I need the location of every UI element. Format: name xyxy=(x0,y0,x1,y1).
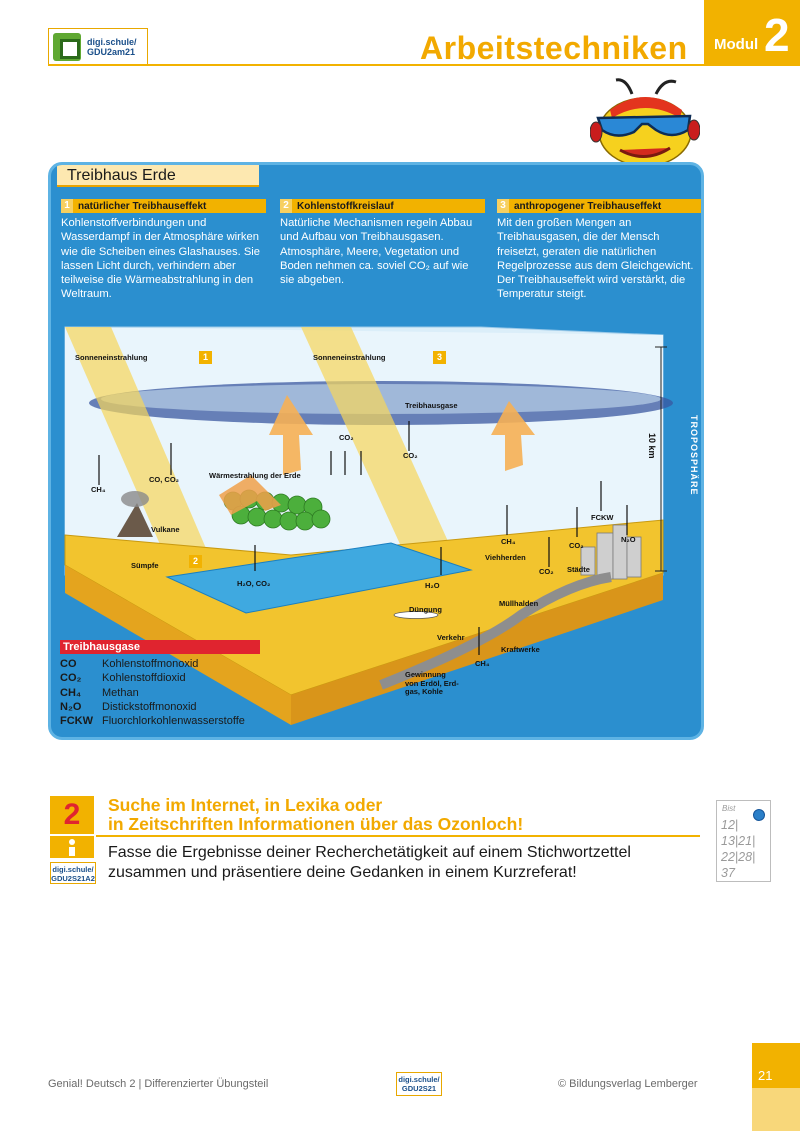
bist-reference-box xyxy=(716,800,771,882)
label-sonneneinstrahlung-2: Sonneneinstrahlung xyxy=(313,353,386,362)
legend-row: CH₄ Methan xyxy=(60,686,139,699)
label-ch4-bottom: CH₄ xyxy=(475,659,490,668)
label-suempfe: Sümpfe xyxy=(131,561,159,570)
panel-title-bar xyxy=(57,165,259,187)
code-line1: digi.schule/ xyxy=(87,37,137,47)
label-staedte: Städte xyxy=(567,565,590,574)
label-ch4-right: CH₄ xyxy=(501,537,516,546)
label-waermestrahlung: Wärmestrahlung der Erde xyxy=(209,471,301,480)
digi-schule-code-top[interactable] xyxy=(48,28,148,66)
task-rule xyxy=(96,835,700,837)
label-h2o: H₂O xyxy=(425,581,440,590)
info-icon xyxy=(50,836,94,858)
number-badge: 3 xyxy=(497,199,509,213)
page-title: Arbeitstechniken xyxy=(420,30,688,66)
mascot-bug-illustration xyxy=(590,76,700,168)
legend-heading: Treibhausgase xyxy=(60,640,260,654)
label-duengung: Düngung xyxy=(409,605,442,614)
column-heading-text: Kohlenstoffkreislauf xyxy=(297,200,394,212)
page-number: 21 xyxy=(758,1068,773,1083)
column-heading-text: anthropogener Treibhauseffekt xyxy=(514,200,662,212)
label-co2-right: CO₂ xyxy=(539,567,554,576)
diagram-badge-1: 1 xyxy=(199,351,212,364)
column-heading xyxy=(61,199,266,213)
task-badge xyxy=(50,796,94,858)
label-viehherden: Viehherden xyxy=(485,553,526,562)
number-badge: 2 xyxy=(280,199,292,213)
info-column-1 xyxy=(61,199,266,302)
column-text: Natürliche Mechanismen regeln Abbau und Aufbau von Treibhausgasen. Atmosphäre, Meere, Vegetation und Boden nehmen ca. soviel CO₂ auf wie sie abgeben. xyxy=(280,217,473,287)
column-heading xyxy=(280,199,485,213)
bist-label: Bist xyxy=(722,804,736,813)
code-line2: GDU2am21 xyxy=(87,47,136,57)
panel-title: Treibhaus Erde xyxy=(67,167,176,184)
label-troposphaere: TROPOSPHÄRE xyxy=(689,415,699,496)
number-badge: 1 xyxy=(61,199,73,213)
legend-row: CO₂ Kohlenstoffdioxid xyxy=(60,672,186,685)
modul-label: Modul xyxy=(714,36,759,53)
info-column-3 xyxy=(497,199,702,302)
label-co2-city: CO₂ xyxy=(569,541,584,550)
label-treibhausgase: Treibhausgase xyxy=(405,401,458,410)
label-co2-plane: CO₂ xyxy=(403,451,418,460)
legend-row: N₂O Distickstoffmonoxid xyxy=(60,700,197,713)
column-heading xyxy=(497,199,702,213)
label-fckw: FCKW xyxy=(591,513,614,522)
footer-publisher: © Bildungsverlag Lemberger xyxy=(558,1078,698,1090)
label-n2o: N₂O xyxy=(621,535,636,544)
page-number-tab xyxy=(752,1043,800,1131)
task-heading: Suche im Internet, in Lexika oder in Zeitschriften Informationen über das Ozonloch! xyxy=(108,795,524,834)
digi-schule-code-task[interactable]: digi.schule/ GDU2S21A2 xyxy=(50,862,96,884)
modul-tab xyxy=(704,0,800,66)
column-text: Kohlenstoffverbindungen und Wasserdampf in der Atmosphäre wirken wie die Scheiben eines Glashauses. Sie lassen Licht durch, verhindern aber teilweise die Wärmeabstrahlung in den Weltraum. xyxy=(61,217,261,301)
qr-icon xyxy=(53,33,81,61)
treibhausgase-legend xyxy=(60,640,260,728)
label-co2-top: CO₂ xyxy=(339,433,354,442)
modul-number: 2 xyxy=(764,9,790,61)
label-h2o-co2: H₂O, CO₂ xyxy=(237,579,271,588)
info-column-2 xyxy=(280,199,485,287)
label-ch4-left: CH₄ xyxy=(91,485,106,494)
label-gewinnung: Gewinnung von Erdöl, Erd- gas, Kohle xyxy=(405,670,459,696)
footer-book-title: Genial! Deutsch 2 | Differenzierter Übungsteil xyxy=(48,1078,269,1090)
bist-numbers: 12| 13|21| 22|28| 37 xyxy=(721,818,756,880)
label-sonneneinstrahlung-1: Sonneneinstrahlung xyxy=(75,353,148,362)
label-muellhalden: Müllhalden xyxy=(499,599,539,608)
column-heading-text: natürlicher Treibhauseffekt xyxy=(78,200,207,212)
legend-row: CO Kohlenstoffmonoxid xyxy=(60,658,199,670)
label-10km: 10 km xyxy=(647,433,657,459)
diagram-badge-3: 3 xyxy=(433,351,446,364)
legend-row: FCKW Fluorchlorkohlenwasserstoffe xyxy=(60,715,245,728)
task-number: 2 xyxy=(50,796,94,834)
label-verkehr: Verkehr xyxy=(437,633,465,642)
diagram-badge-2: 2 xyxy=(189,555,202,568)
digi-schule-code-footer[interactable]: digi.schule/ GDU2S21 xyxy=(396,1072,442,1096)
column-text: Mit den großen Mengen an Treibhausgasen, die der Mensch freisetzt, geraten die natürlichen Regelprozesse aus dem Gleichgewicht. Der Treibhauseffekt wird verstärkt, die Temperatur steigt. xyxy=(497,217,694,301)
label-co-co2: CO, CO₂ xyxy=(149,475,179,484)
label-kraftwerke: Kraftwerke xyxy=(501,645,540,654)
label-vulkane: Vulkane xyxy=(151,525,180,534)
task-instructions: Fasse die Ergebnisse deiner Recherchetätigkeit auf einem Stichwortzettel zusammen und präsentiere deine Gedanken in einem Kurzreferat! xyxy=(108,844,631,881)
